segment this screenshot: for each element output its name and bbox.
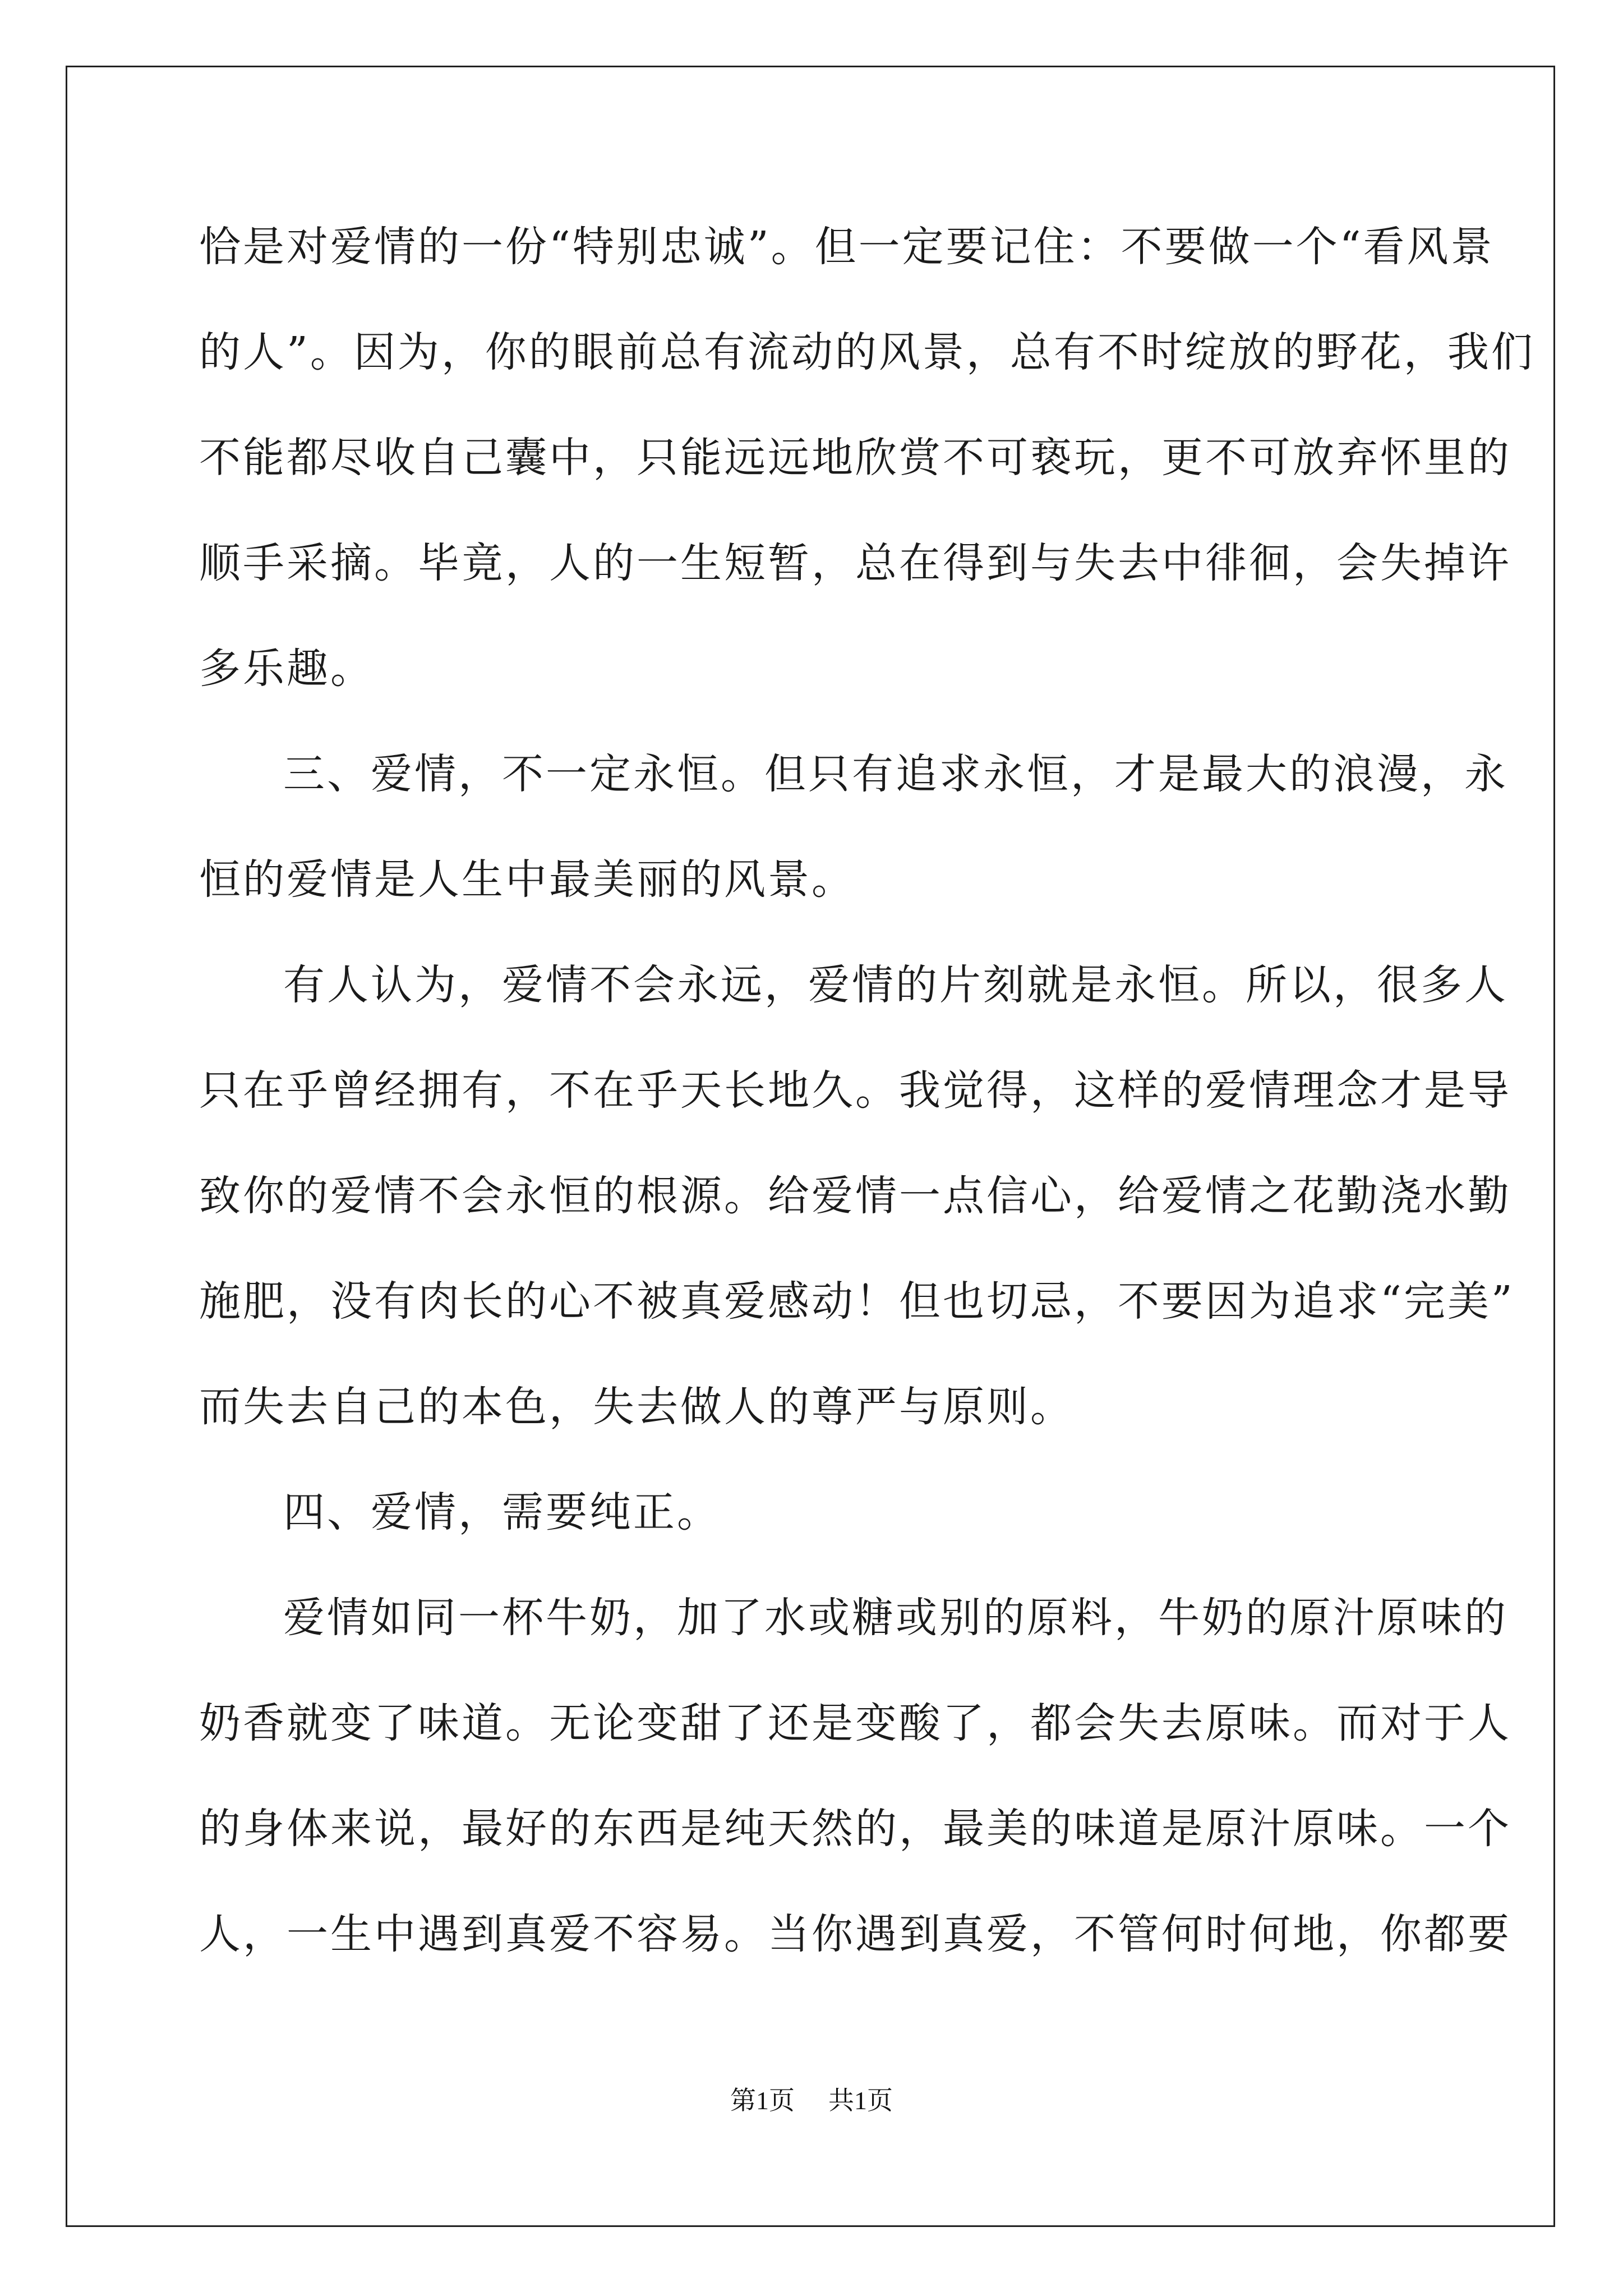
body-line: 的人”。因为，你的眼前总有流动的风景，总有不时绽放的野花，我们 <box>199 328 1535 376</box>
page-footer <box>0 2084 1623 2118</box>
body-line: 多乐趣。 <box>199 645 374 693</box>
body-line-indented: 爱情如同一杯牛奶，加了水或糖或别的原料，牛奶的原汁原味的 <box>283 1594 1508 1642</box>
body-line: 施肥，没有肉长的心不被真爱感动！但也切忌，不要因为追求“完美” <box>199 1277 1515 1326</box>
body-line: 而失去自己的本色，失去做人的尊严与原则。 <box>199 1383 1074 1431</box>
body-line: 奶香就变了味道。无论变甜了还是变酸了，都会失去原味。而对于人 <box>199 1699 1511 1747</box>
body-line: 不能都尽收自己囊中，只能远远地欣赏不可亵玩，更不可放弃怀里的 <box>199 434 1511 482</box>
body-line: 致你的爱情不会永恒的根源。给爱情一点信心，给爱情之花勤浇水勤 <box>199 1172 1511 1220</box>
body-line: 顺手采摘。毕竟，人的一生短暂，总在得到与失去中徘徊，会失掉许 <box>199 539 1511 587</box>
document-body <box>199 216 1535 2009</box>
body-line: 人，一生中遇到真爱不容易。当你遇到真爱，不管何时何地，你都要 <box>199 1910 1511 1958</box>
body-line-indented: 有人认为，爱情不会永远，爱情的片刻就是永恒。所以，很多人 <box>283 961 1508 1009</box>
page-number: 第1页 <box>730 2086 795 2115</box>
body-line: 的身体来说，最好的东西是纯天然的，最美的味道是原汁原味。一个 <box>199 1805 1511 1853</box>
body-line-indented: 三、爱情，不一定永恒。但只有追求永恒，才是最大的浪漫，永 <box>283 750 1508 798</box>
body-line: 恒的爱情是人生中最美丽的风景。 <box>199 855 855 904</box>
section-heading: 四、爱情，需要纯正。 <box>283 1488 721 1536</box>
body-line: 只在乎曾经拥有，不在乎天长地久。我觉得，这样的爱情理念才是导 <box>199 1066 1511 1115</box>
body-line: 恰是对爱情的一份“特别忠诚”。但一定要记住：不要做一个“看风景 <box>199 223 1495 271</box>
page-total: 共1页 <box>828 2086 893 2115</box>
